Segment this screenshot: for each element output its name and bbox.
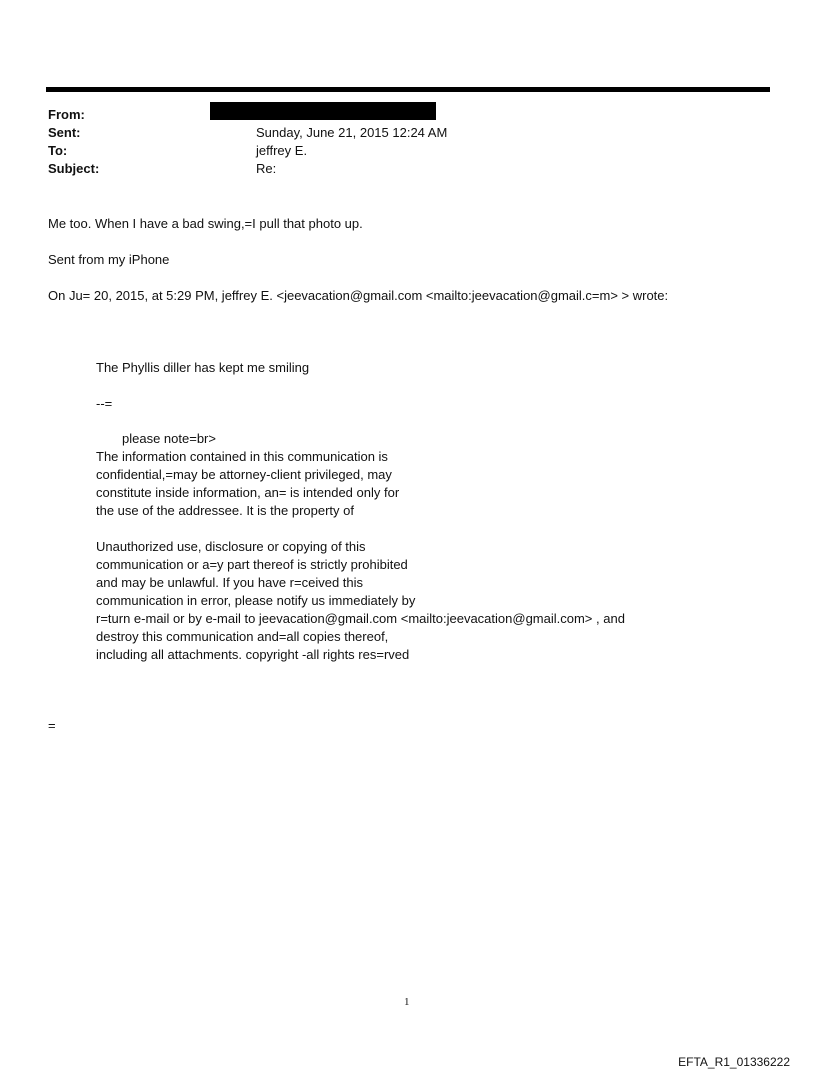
document-id: EFTA_R1_01336222 <box>678 1055 790 1069</box>
signature-line: Sent from my iPhone <box>48 252 170 267</box>
header-rule <box>46 87 770 92</box>
quote-intro: On Ju= 20, 2015, at 5:29 PM, jeffrey E. <jeevacation@gmail.com <mailto:jeevacation@gmail.c=m> > wrote: <box>48 288 669 303</box>
note-line: please note=br> <box>122 431 216 446</box>
disclaimer-line: the use of the addressee. It is the property of <box>96 503 354 518</box>
disclaimer-line: constitute inside information, an= is intended only for <box>96 485 400 500</box>
disclaimer-line: communication or a=y part thereof is strictly prohibited <box>96 557 408 572</box>
disclaimer-line: r=turn e-mail or by e-mail to jeevacation@gmail.com <mailto:jeevacation@gmail.com> , and <box>96 611 625 626</box>
sent-label: Sent: <box>48 125 81 140</box>
disclaimer-line: Unauthorized use, disclosure or copying of this <box>96 539 366 554</box>
disclaimer-line: including all attachments. copyright -all rights res=rved <box>96 647 410 662</box>
separator: --= <box>96 396 113 411</box>
trailing-equals: = <box>48 718 56 733</box>
to-value: jeffrey E. <box>256 143 308 158</box>
disclaimer-line: confidential,=may be attorney-client privileged, may <box>96 467 392 482</box>
disclaimer-line: communication in error, please notify us immediately by <box>96 593 416 608</box>
to-label: To: <box>48 143 68 158</box>
sent-value: Sunday, June 21, 2015 12:24 AM <box>256 125 448 140</box>
subject-value: Re: <box>256 161 277 176</box>
page-number: 1 <box>404 996 410 1008</box>
disclaimer-line: and may be unlawful. If you have r=ceived this <box>96 575 364 590</box>
reply-line: Me too. When I have a bad swing,=I pull that photo up. <box>48 216 363 231</box>
disclaimer-line: The information contained in this communication is <box>96 449 388 464</box>
subject-label: Subject: <box>48 161 100 176</box>
redaction-bar <box>210 102 436 120</box>
disclaimer-line: destroy this communication and=all copies thereof, <box>96 629 389 644</box>
from-label: From: <box>48 107 85 122</box>
quoted-text: The Phyllis diller has kept me smiling <box>96 360 310 375</box>
